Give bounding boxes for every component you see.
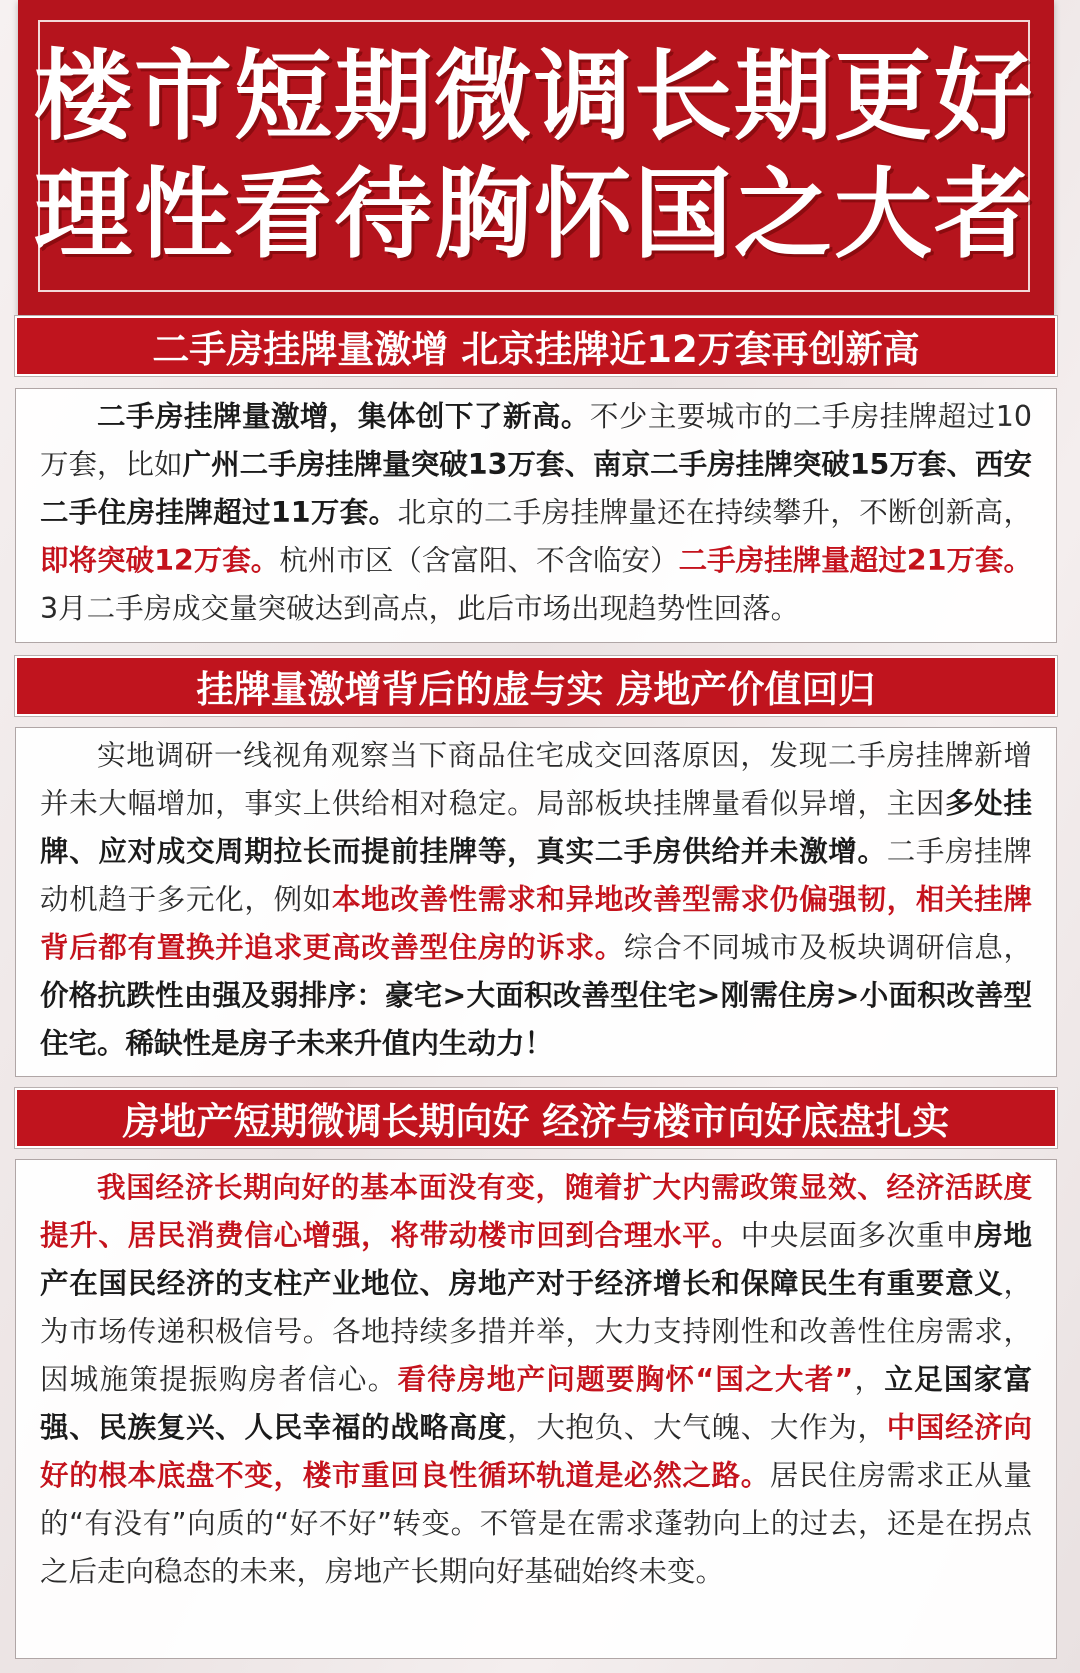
text-segment-plain: 中央层面多次重申 xyxy=(740,1219,975,1252)
text-segment-bold: 房地产在国民经济的支柱产业地位、房地产对于经济增长和保障民生有重要意义 xyxy=(40,1219,1032,1300)
section-2-heading: 挂牌量激增背后的虚与实 房地产价值回归 xyxy=(196,668,876,711)
text-segment-plain: 二手房挂牌动机趋于多元化，例如 xyxy=(40,835,1032,916)
text-segment-plain: ， xyxy=(853,1363,885,1396)
section-3-body xyxy=(15,1159,1057,1659)
text-segment-plain: ，为市场传递积极信号。各地持续多措并举，大力支持刚性和改善性住房需求，因城施策提振购房者信心。 xyxy=(40,1267,1032,1396)
section-1-body xyxy=(15,388,1057,643)
text-segment-plain: 3月二手房成交量突破达到高点，此后市场出现趋势性回落。 xyxy=(40,592,800,625)
text-segment-bold: 二手房挂牌量激增，集体创下了新高。 xyxy=(97,400,590,433)
text-segment-highlight: 中国经济向好的根本底盘不变，楼市重回良性循环轨道是必然之路。 xyxy=(40,1411,1032,1492)
text-segment-highlight: 二手房挂牌量超过21万套。 xyxy=(678,544,1032,577)
section-1-paragraph xyxy=(40,393,1032,633)
text-segment-plain: 居民住房需求正从量的“有没有”向质的“好不好”转变。不管是在需求蓬勃向上的过去，还是在拐点之后走向稳态的未来，房地产长期向好基础始终未变。 xyxy=(40,1459,1032,1588)
title-frame xyxy=(34,20,1035,292)
text-segment-plain: 综合不同城市及板块调研信息， xyxy=(623,931,1032,964)
section-1-heading: 二手房挂牌量激增 北京挂牌近12万套再创新高 xyxy=(152,328,920,371)
text-segment-highlight: 即将突破12万套。 xyxy=(40,544,280,577)
section-3-paragraph xyxy=(40,1164,1032,1596)
section-1-heading-bar xyxy=(15,316,1057,376)
section-2-paragraph xyxy=(40,732,1032,1068)
section-3-heading-bar xyxy=(15,1088,1057,1148)
text-segment-plain: 北京的二手房挂牌量还在持续攀升，不断创新高， xyxy=(397,496,1032,529)
text-segment-highlight: 本地改善性需求和异地改善型需求仍偏强韧，相关挂牌背后都有置换并追求更高改善型住房的诉求。 xyxy=(40,883,1032,964)
text-segment-highlight: 看待房地产问题要胸怀“国之大者” xyxy=(397,1363,854,1396)
text-segment-bold: 多处挂牌、应对成交周期拉长而提前挂牌等，真实二手房供给并未激增。 xyxy=(40,787,1032,868)
section-3-heading: 房地产短期微调长期向好 经济与楼市向好底盘扎实 xyxy=(122,1100,950,1143)
text-segment-bold: 立足国家富强、民族复兴、人民幸福的战略高度 xyxy=(40,1363,1032,1444)
title-line-2: 理性看待胸怀国之大者 xyxy=(34,158,1035,272)
text-segment-highlight: 我国经济长期向好的基本面没有变，随着扩大内需政策显效、经济活跃度提升、居民消费信心增强，将带动楼市回到合理水平。 xyxy=(40,1171,1032,1252)
text-segment-bold: 广州二手房挂牌量突破13万套、南京二手房挂牌突破15万套、西安二手住房挂牌超过11万套。 xyxy=(40,448,1032,529)
section-2-body xyxy=(15,727,1057,1077)
text-segment-bold: 价格抗跌性由强及弱排序：豪宅>大面积改善型住宅>刚需住房>小面积改善型住宅。稀缺性是房子未来升值内生动力！ xyxy=(40,979,1032,1060)
title-banner xyxy=(18,0,1054,316)
text-segment-plain: ，大抱负、大气魄、大作为， xyxy=(507,1411,887,1444)
title-line-1: 楼市短期微调长期更好 xyxy=(34,40,1035,154)
text-segment-plain: 实地调研一线视角观察当下商品住宅成交回落原因，发现二手房挂牌新增并未大幅增加，事实上供给相对稳定。局部板块挂牌量看似异增，主因 xyxy=(40,739,1032,820)
section-2-heading-bar xyxy=(15,656,1057,716)
text-segment-plain: 不少主要城市的二手房挂牌超过10万套，比如 xyxy=(40,400,1032,481)
text-segment-plain: 杭州市区（含富阳、不含临安） xyxy=(279,544,679,577)
